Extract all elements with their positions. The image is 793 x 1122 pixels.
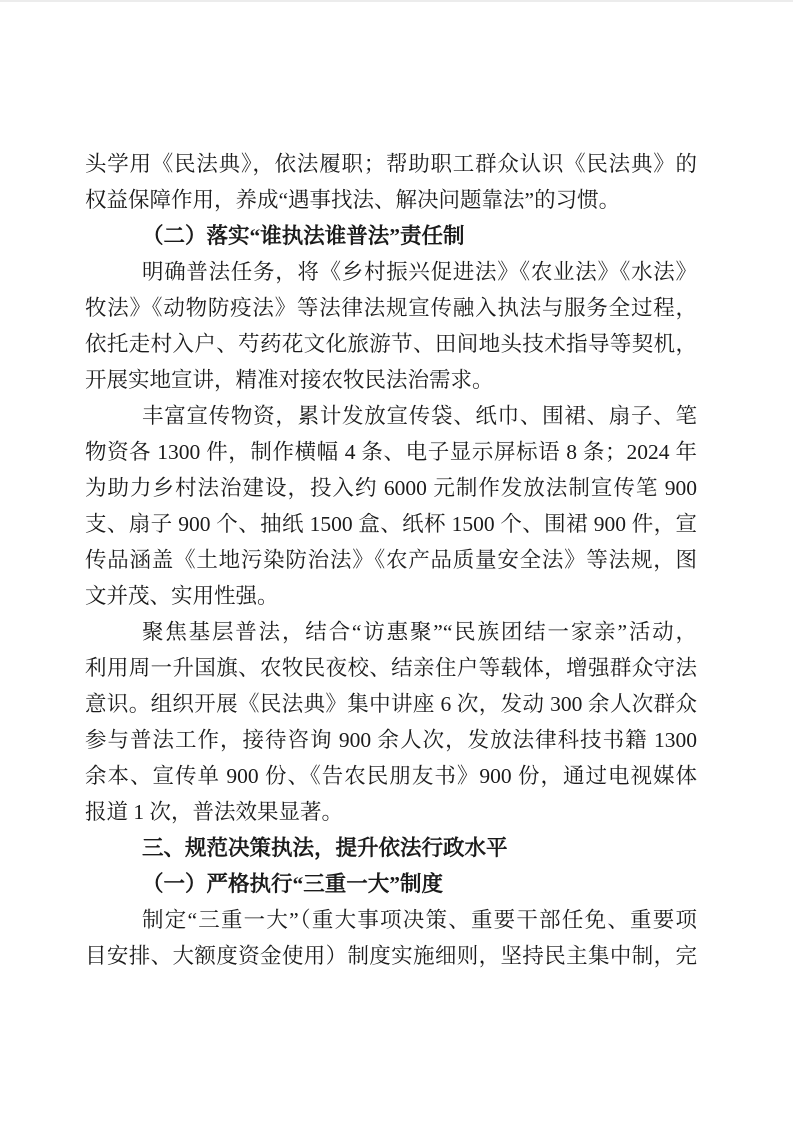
text-line: 余本、宣传单 900 份、《告农民朋友书》900 份，通过电视媒体: [85, 764, 697, 788]
text-line: 目安排、大额度资金使用）制度实施细则，坚持民主集中制，完: [85, 944, 697, 968]
text-line: 为助力乡村法治建设，投入约 6000 元制作发放法制宣传笔 900: [85, 476, 697, 500]
section-heading: 三、规范决策执法，提升依法行政水平: [142, 836, 508, 860]
paragraph: [85, 614, 697, 830]
text-line: 意识。组织开展《民法典》集中讲座 6 次，发动 300 余人次群众: [85, 692, 697, 716]
subsection-heading: （二）落实“谁执法谁普法”责任制: [142, 224, 465, 248]
text-line: 依托走村入户、芍药花文化旅游节、田间地头技术指导等契机，: [85, 332, 697, 356]
text-line: 利用周一升国旗、农牧民夜校、结亲住户等载体，增强群众守法: [85, 656, 697, 680]
text-line: 明确普法任务，将《乡村振兴促进法》《农业法》《水法》: [142, 260, 697, 284]
paragraph: [85, 146, 697, 218]
text-line: 头学用《民法典》，依法履职；帮助职工群众认识《民法典》的: [85, 152, 697, 176]
subsection-heading: （一）严格执行“三重一大”制度: [142, 872, 444, 896]
text-line: 支、扇子 900 个、抽纸 1500 盒、纸杯 1500 个、围裙 900 件，宣: [85, 512, 697, 536]
text-line: 牧法》《动物防疫法》等法律法规宣传融入执法与服务全过程，: [85, 296, 697, 320]
paragraph: [85, 398, 697, 614]
text-line: 丰富宣传物资，累计发放宣传袋、纸巾、围裙、扇子、笔: [142, 404, 697, 428]
text-line: 制定“三重一大”（重大事项决策、重要干部任免、重要项: [142, 908, 697, 932]
paragraph: [85, 254, 697, 398]
paragraph: [85, 902, 697, 974]
text-line: 文并茂、实用性强。: [85, 584, 279, 608]
text-line: 开展实地宣讲，精准对接农牧民法治需求。: [85, 368, 494, 392]
text-line: 传品涵盖《土地污染防治法》《农产品质量安全法》等法规，图: [85, 548, 697, 572]
text-line: 聚焦基层普法，结合“访惠聚”“民族团结一家亲”活动，: [142, 620, 697, 644]
text-line: 物资各 1300 件，制作横幅 4 条、电子显示屏标语 8 条；2024 年: [85, 440, 697, 464]
text-line: 报道 1 次，普法效果显著。: [85, 800, 344, 824]
text-line: 权益保障作用，养成“遇事找法、解决问题靠法”的习惯。: [85, 188, 621, 212]
text-line: 参与普法工作，接待咨询 900 余人次，发放法律科技书籍 1300: [85, 728, 697, 752]
document-content: [85, 146, 697, 974]
